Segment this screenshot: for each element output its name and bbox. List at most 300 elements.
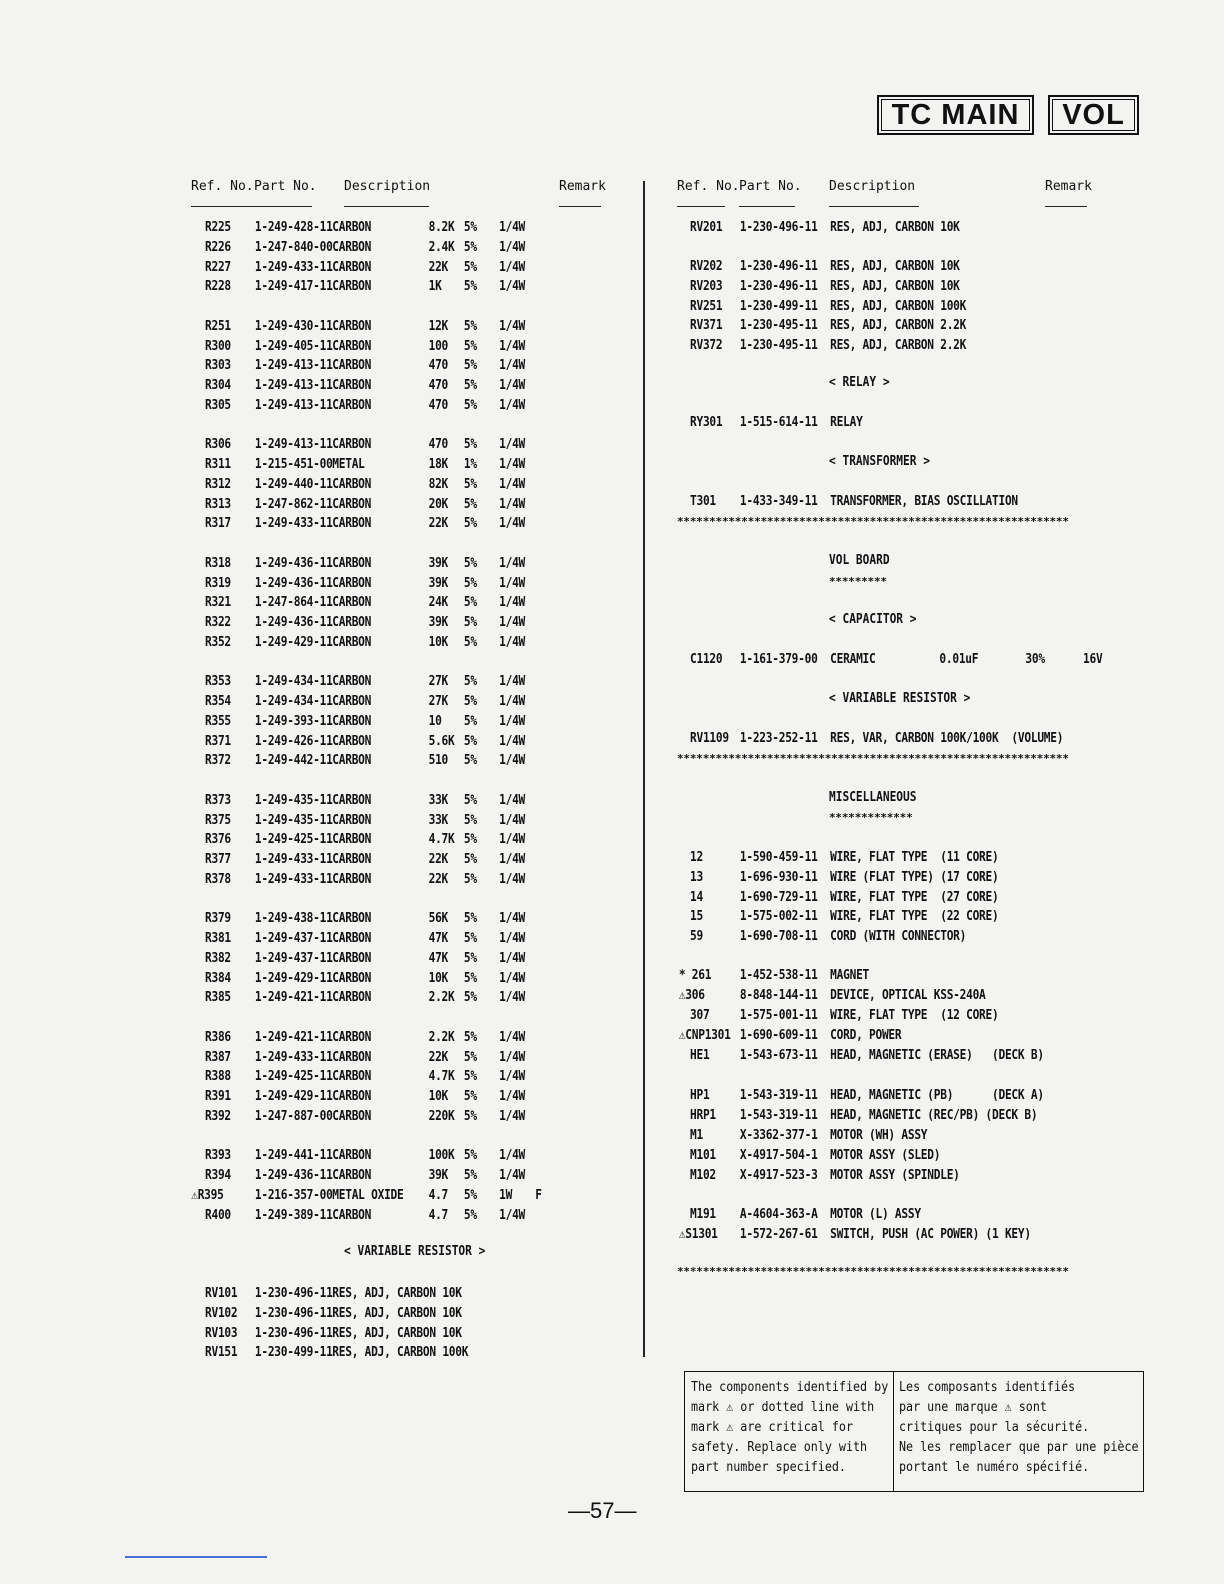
desc-cell: RES, ADJ, CARBON 10K [830,279,960,294]
ref-cell: R379 [205,911,231,927]
desc-cell: CARBON [332,694,372,709]
desc-cell: CARBON [332,476,372,492]
value-cell: 33K [428,792,449,808]
power-cell: 1/4W [499,1089,526,1104]
value-cell: 2.4K [428,239,455,255]
power-cell: 1/4W [499,318,526,334]
value-cell: 2.2K [428,990,455,1006]
ref-cell: 307 [690,1008,710,1023]
desc-cell: RES, ADJ, CARBON 10K [332,1305,462,1321]
part-cell: 1-247-840-00 [254,239,333,255]
section-transformer: < TRANSFORMER > [829,454,930,469]
power-cell: 1/4W [499,713,526,729]
desc-cell: CARBON [332,1108,372,1124]
part-cell: 1-249-426-11 [254,733,333,749]
ref-cell: R375 [205,812,231,828]
ref-cell: R382 [205,950,231,966]
ref-cell: M1 [690,1128,703,1143]
tolerance-cell: 5% [463,338,477,354]
part-cell: 1-216-357-00 [254,1187,333,1203]
tolerance-cell: 5% [463,792,477,808]
power-cell: 1/4W [499,1207,526,1223]
ref-cell: R353 [205,674,231,690]
part-cell: 1-249-433-11 [254,1049,333,1065]
desc-cell: METAL [332,457,365,472]
note-line: The components identified by [691,1380,889,1395]
ref-cell: R378 [205,871,231,887]
ref-cell: R393 [205,1148,231,1164]
ref-cell: RV101 [205,1286,238,1301]
ref-cell: R311 [205,457,231,472]
ref-cell: 14 [690,890,703,905]
section-capacitor: < CAPACITOR > [829,612,917,627]
desc-cell: MOTOR ASSY (SPINDLE) [830,1168,960,1183]
tolerance-cell: 5% [463,397,477,413]
desc-cell: WIRE, FLAT TYPE (12 CORE) [830,1008,999,1023]
part-cell: 1-249-440-11 [254,476,333,492]
desc-cell: CORD (WITH CONNECTOR) [830,929,967,944]
ref-cell: R394 [205,1168,231,1183]
value-cell: 12K [428,318,449,334]
part-cell: X-4917-523-3 [739,1168,818,1183]
desc-cell: CARBON [332,338,372,354]
ref-cell: RV372 [690,338,723,353]
desc-cell: RES, ADJ, CARBON 100K [830,299,967,314]
value-cell: 10K [428,634,449,650]
desc-cell: MOTOR (L) ASSY [830,1207,921,1222]
ref-cell: R300 [205,338,231,354]
tolerance-cell: 5% [463,1207,477,1223]
part-cell: 1-230-495-11 [739,318,818,333]
power-cell: 1/4W [499,575,526,591]
tolerance-cell: 5% [463,1148,477,1164]
power-cell: 1/4W [499,931,526,946]
note-divider [893,1372,894,1491]
desc-cell: CERAMIC [830,652,876,667]
ref-cell: R306 [205,437,231,453]
left-section-variable-resistor: < VARIABLE RESISTOR > [344,1244,486,1259]
tolerance-cell: 5% [463,279,477,295]
desc-cell: CARBON [332,279,372,295]
ref-cell: 59 [690,929,703,944]
note-line: Ne les remplacer que par une pièce [899,1440,1139,1455]
tolerance-cell: 5% [463,575,477,591]
desc-cell: RES, VAR, CARBON 100K/100K (VOLUME) [830,731,1064,746]
power-cell: 1/4W [499,970,526,986]
tolerance-cell: 5% [463,1187,477,1203]
part-cell: 1-452-538-11 [739,968,818,983]
part-cell: 1-249-434-11 [254,674,333,690]
power-cell: 1/4W [499,595,526,611]
value-cell: 470 [428,437,449,453]
desc-cell: WIRE, FLAT TYPE (11 CORE) [830,850,999,865]
part-cell: 1-230-495-11 [739,338,818,353]
part-cell: 1-249-389-11 [254,1207,333,1223]
power-cell: 1/4W [499,832,526,848]
tolerance-cell: 1% [463,457,477,472]
desc-cell: CARBON [332,713,372,729]
desc-cell: RES, ADJ, CARBON 10K [332,1286,462,1301]
note-line: critiques pour la sécurité. [899,1420,1090,1435]
ref-cell: R305 [205,397,231,413]
value-cell: 39K [428,575,449,591]
tolerance-cell: 5% [463,694,477,709]
desc-cell: RES, ADJ, CARBON 10K [332,1325,462,1341]
value-cell: 2.2K [428,1029,455,1045]
ref-cell: R319 [205,575,231,591]
tolerance-cell: 5% [463,1029,477,1045]
part-cell: 1-249-425-11 [254,1069,333,1085]
power-cell: 1/4W [499,397,526,413]
ref-cell: 15 [690,909,703,924]
right-underline-part [739,206,795,207]
page-number: —57— [568,1498,637,1523]
desc-cell: MAGNET [830,968,870,983]
part-cell: 1-249-436-11 [254,575,333,591]
desc-cell: CARBON [332,753,372,769]
ref-cell: ⚠R395 [191,1187,224,1203]
right-header-remark: Remark [1045,179,1092,194]
ref-cell: R227 [205,259,231,275]
tolerance-cell: 5% [463,615,477,630]
ref-cell: R313 [205,496,231,512]
power-cell: 1/4W [499,259,526,275]
ref-cell: RV371 [690,318,723,333]
part-cell: 1-543-673-11 [739,1048,818,1063]
ref-cell: R304 [205,378,231,393]
desc-cell: DEVICE, OPTICAL KSS-240A [830,988,986,1003]
value-cell: 10K [428,970,449,986]
ref-cell: RV203 [690,279,723,294]
ref-cell: HE1 [690,1048,710,1063]
power-cell: 1/4W [499,1168,526,1183]
remark-cell: F [535,1187,542,1203]
desc-cell: CARBON [332,852,372,867]
desc-cell: CARBON [332,555,372,571]
right-header-desc: Description [829,179,916,194]
desc-cell: RES, ADJ, CARBON 100K [332,1345,469,1361]
ref-cell: ⚠CNP1301 [678,1028,731,1043]
part-cell: 1-249-413-11 [254,358,333,374]
tolerance-cell: 5% [463,1049,477,1065]
ref-cell: HRP1 [690,1108,716,1123]
tolerance-cell: 30% [1025,652,1045,667]
ref-cell: R400 [205,1207,231,1223]
value-cell: 27K [428,674,449,690]
ref-cell: RV1109 [690,731,729,746]
part-cell: 1-249-433-11 [254,516,333,532]
desc-cell: CARBON [332,259,372,275]
part-cell: 1-575-002-11 [739,909,818,924]
tolerance-cell: 5% [463,871,477,887]
value-cell: 10K [428,1089,449,1104]
part-cell: 1-249-417-11 [254,279,333,295]
ref-cell: R391 [205,1089,231,1104]
column-divider [643,181,645,1357]
value-cell: 22K [428,852,449,867]
value-cell: 22K [428,1049,449,1065]
part-cell: 1-249-425-11 [254,832,333,848]
value-cell: 33K [428,812,449,828]
value-cell: 4.7 [428,1187,449,1203]
value-cell: 4.7K [428,1069,455,1085]
part-cell: 1-249-429-11 [254,1089,333,1104]
power-cell: 1/4W [499,950,526,966]
power-cell: 1/4W [499,615,526,630]
desc-cell: CARBON [332,496,372,512]
part-cell: 1-249-421-11 [254,990,333,1006]
part-cell: 8-848-144-11 [739,988,818,1003]
part-cell: X-3362-377-1 [739,1128,818,1143]
voltage-cell: 16V [1083,652,1103,667]
power-cell: 1/4W [499,674,526,690]
ref-cell: 12 [690,850,703,865]
desc-cell: CARBON [332,397,372,413]
value-cell: 8.2K [428,220,455,235]
ref-cell: R387 [205,1049,231,1065]
ref-cell: R354 [205,694,231,709]
value-cell: 47K [428,950,449,966]
part-cell: 1-572-267-61 [739,1227,818,1242]
bottom-accent-line [125,1556,267,1558]
badge-tc-main: TC MAIN [877,95,1034,135]
desc-cell: CARBON [332,318,372,334]
left-underline-remark [559,206,601,207]
desc-cell: CARBON [332,733,372,749]
value-cell: 22K [428,871,449,887]
desc-cell: CARBON [332,378,372,393]
ref-cell: 13 [690,870,703,885]
tolerance-cell: 5% [463,674,477,690]
power-cell: 1/4W [499,457,526,472]
power-cell: 1/4W [499,279,526,295]
ref-cell: R312 [205,476,231,492]
power-cell: 1/4W [499,1069,526,1085]
desc-cell: CARBON [332,595,372,611]
ref-cell: T301 [690,494,716,509]
ref-cell: ⚠306 [678,988,705,1003]
value-cell: 18K [428,457,449,472]
desc-cell: RES, ADJ, CARBON 2.2K [830,318,967,333]
value-cell: 27K [428,694,449,709]
power-cell: 1W [499,1187,513,1203]
ref-cell: R228 [205,279,231,295]
note-line: mark ⚠ are critical for [691,1420,854,1435]
desc-cell: HEAD, MAGNETIC (REC/PB) (DECK B) [830,1108,1038,1123]
ref-cell: R251 [205,318,231,334]
part-cell: 1-249-413-11 [254,437,333,453]
ref-cell: R373 [205,792,231,808]
value-cell: 5.6K [428,733,455,749]
tolerance-cell: 5% [463,911,477,927]
part-cell: 1-249-433-11 [254,259,333,275]
left-header-remark: Remark [559,179,606,194]
power-cell: 1/4W [499,378,526,393]
tolerance-cell: 5% [463,476,477,492]
desc-cell: MOTOR (WH) ASSY [830,1128,928,1143]
note-line: safety. Replace only with [691,1440,868,1455]
desc-cell: CARBON [332,437,372,453]
ref-cell: R386 [205,1029,231,1045]
vol-board-title: VOL BOARD [829,553,890,568]
power-cell: 1/4W [499,555,526,571]
note-line: mark ⚠ or dotted line with [691,1400,875,1415]
ref-cell: RV202 [690,259,723,274]
value-cell: 4.7K [428,832,455,848]
tolerance-cell: 5% [463,733,477,749]
ref-cell: RV103 [205,1325,238,1341]
part-cell: 1-249-441-11 [254,1148,333,1164]
tolerance-cell: 5% [463,239,477,255]
power-cell: 1/4W [499,496,526,512]
part-cell: 1-230-496-11 [739,259,818,274]
note-line: Les composants identifiés [899,1380,1076,1395]
part-cell: 1-223-252-11 [739,731,818,746]
right-underline-ref [677,206,725,207]
desc-cell: CARBON [332,220,372,235]
value-cell: 47K [428,931,449,946]
part-cell: 1-249-413-11 [254,397,333,413]
tolerance-cell: 5% [463,378,477,393]
desc-cell: HEAD, MAGNETIC (PB) (DECK A) [830,1088,1044,1103]
tolerance-cell: 5% [463,990,477,1006]
tolerance-cell: 5% [463,812,477,828]
power-cell: 1/4W [499,990,526,1006]
part-cell: 1-230-496-11 [739,220,818,235]
part-cell: 1-230-499-11 [739,299,818,314]
ref-cell: * 261 [678,968,712,983]
separator-stars-1: ************************************************************* [677,515,1069,528]
part-cell: 1-249-393-11 [254,713,333,729]
value-cell: 39K [428,555,449,571]
desc-cell: CARBON [332,634,372,650]
value-cell: 39K [428,1168,449,1183]
miscellaneous-stars: ************* [829,811,913,824]
tolerance-cell: 5% [463,1089,477,1104]
part-cell: 1-249-442-11 [254,753,333,769]
section-relay: < RELAY > [829,375,890,390]
desc-cell: SWITCH, PUSH (AC POWER) (1 KEY) [830,1227,1031,1242]
section-variable-resistor: < VARIABLE RESISTOR > [829,691,971,706]
ref-cell: R355 [205,713,231,729]
tolerance-cell: 5% [463,852,477,867]
tolerance-cell: 5% [463,970,477,986]
desc-cell: CARBON [332,358,372,374]
ref-cell: R225 [205,220,231,235]
desc-cell: MOTOR ASSY (SLED) [830,1148,941,1163]
desc-cell: CARBON [332,239,372,255]
power-cell: 1/4W [499,1029,526,1045]
power-cell: 1/4W [499,1049,526,1065]
power-cell: 1/4W [499,792,526,808]
desc-cell: CARBON [332,1069,372,1085]
desc-cell: CARBON [332,792,372,808]
tolerance-cell: 5% [463,832,477,848]
table-row [690,492,1018,512]
power-cell: 1/4W [499,220,526,235]
part-cell: 1-249-436-11 [254,1168,333,1183]
power-cell: 1/4W [499,753,526,769]
desc-cell: CARBON [332,674,372,690]
part-cell: 1-696-930-11 [739,870,818,885]
table-row [690,413,863,433]
part-cell: X-4917-504-1 [739,1148,818,1163]
part-cell: 1-249-435-11 [254,812,333,828]
power-cell: 1/4W [499,733,526,749]
value-cell: 100 [428,338,449,354]
part-cell: 1-249-429-11 [254,634,333,650]
ref-cell: RV151 [205,1345,238,1361]
value-cell: 56K [428,911,449,927]
part-cell: 1-590-459-11 [739,850,818,865]
power-cell: 1/4W [499,437,526,453]
part-cell: 1-230-496-11 [254,1325,333,1341]
desc-cell: CARBON [332,1148,372,1164]
ref-cell: R321 [205,595,231,611]
desc-cell: CARBON [332,812,372,828]
note-line: part number specified. [691,1460,846,1475]
left-underline-part [254,206,312,207]
desc-cell: CARBON [332,1207,372,1223]
tolerance-cell: 5% [463,713,477,729]
tolerance-cell: 5% [463,437,477,453]
desc-cell: CARBON [332,931,372,946]
tolerance-cell: 5% [463,634,477,650]
ref-cell: R384 [205,970,231,986]
part-cell: 1-575-001-11 [739,1008,818,1023]
part-cell: 1-249-434-11 [254,694,333,709]
note-line: par une marque ⚠ sont [899,1400,1047,1415]
value-cell: 1K [428,279,442,295]
right-header-ref: Ref. No. [677,179,740,194]
desc-cell: METAL OXIDE [332,1187,404,1203]
ref-cell: R226 [205,239,231,255]
desc-cell: WIRE (FLAT TYPE) (17 CORE) [830,870,999,885]
ref-cell: R376 [205,832,231,848]
desc-cell: RES, ADJ, CARBON 10K [830,220,960,235]
desc-cell: CARBON [332,832,372,848]
part-cell: 1-249-437-11 [254,950,333,966]
tolerance-cell: 5% [463,950,477,966]
tolerance-cell: 5% [463,555,477,571]
value-cell: 220K [428,1108,455,1124]
ref-cell: R388 [205,1069,231,1085]
desc-cell: CARBON [332,950,372,966]
ref-cell: R303 [205,358,231,374]
power-cell: 1/4W [499,1108,526,1124]
part-cell: 1-690-729-11 [739,890,818,905]
part-cell: 1-249-437-11 [254,931,333,946]
desc-cell: WIRE, FLAT TYPE (27 CORE) [830,890,999,905]
part-cell: 1-249-433-11 [254,871,333,887]
value-cell: 4.7 [428,1207,449,1223]
part-cell: 1-249-428-11 [254,220,333,235]
desc-cell: CARBON [332,871,372,887]
desc-cell: HEAD, MAGNETIC (ERASE) (DECK B) [830,1048,1044,1063]
power-cell: 1/4W [499,812,526,828]
desc-cell: WIRE, FLAT TYPE (22 CORE) [830,909,999,924]
tolerance-cell: 5% [463,259,477,275]
part-cell: 1-247-887-00 [254,1108,333,1124]
desc-cell: RES, ADJ, CARBON 2.2K [830,338,967,353]
tolerance-cell: 5% [463,1069,477,1085]
tolerance-cell: 5% [463,1108,477,1124]
safety-note-french [899,1378,1165,1478]
table-row [690,650,1103,670]
part-cell: 1-249-438-11 [254,911,333,927]
left-underline-desc [344,206,429,207]
power-cell: 1/4W [499,358,526,374]
